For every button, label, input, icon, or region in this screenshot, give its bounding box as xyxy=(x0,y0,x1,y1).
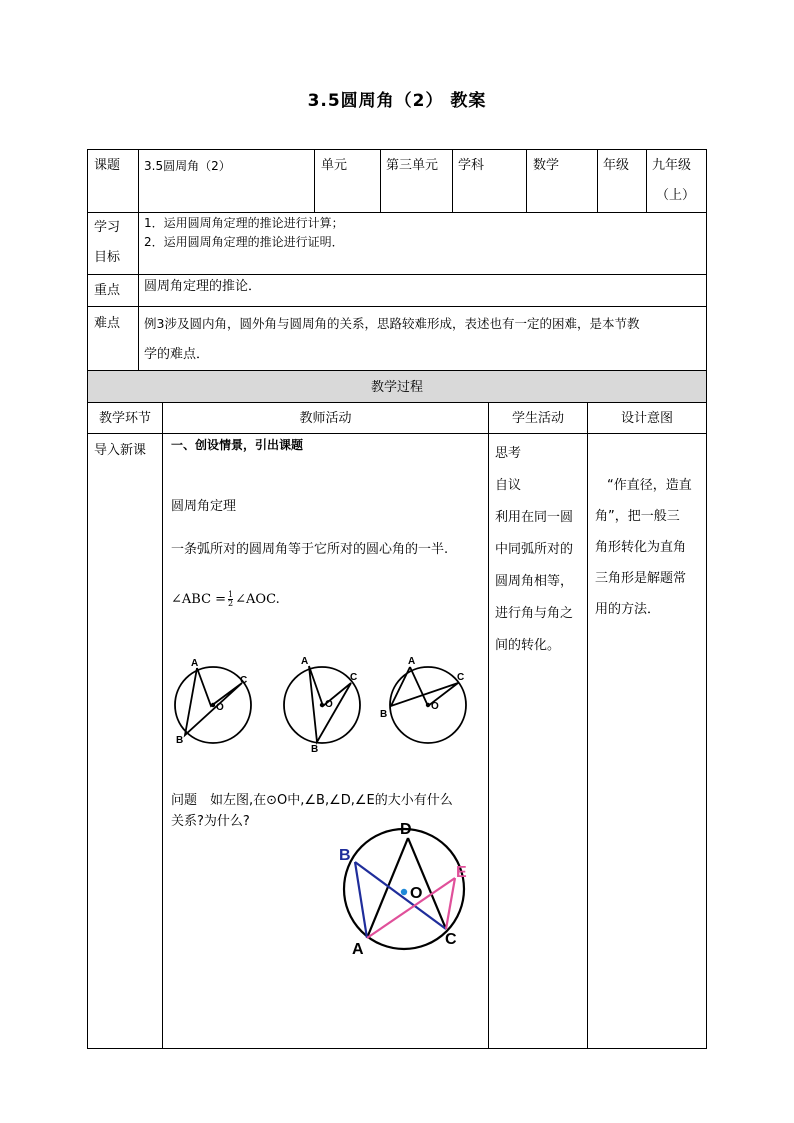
figure-2-label-o: O xyxy=(325,699,333,710)
big-label-o: O xyxy=(410,885,423,902)
figure-3-label-o: O xyxy=(431,701,439,712)
big-label-e: E xyxy=(456,864,467,881)
formula xyxy=(171,590,280,610)
figure-2-label-a: A xyxy=(301,656,309,667)
page-title: 3.5圆周角（2） 教案 xyxy=(307,91,487,111)
figure-1-label-c: C xyxy=(240,675,248,686)
figure-1-label-b: B xyxy=(176,735,184,746)
theorem-text: 一条弧所对的圆周角等于它所对的圆心角的一半. xyxy=(171,542,449,557)
label-unit: 单元 xyxy=(321,158,348,173)
difficulty-line-1: 例3涉及圆内角，圆外角与圆周角的关系，思路较难形成，表述也有一定的困难，是本节教 xyxy=(144,316,640,331)
col-divider xyxy=(452,149,453,212)
question-line-2: 关系?为什么? xyxy=(171,814,250,829)
grade-value-line2: （上） xyxy=(656,188,696,203)
student-line: 进行角与角之 xyxy=(495,606,574,621)
theorem-title: 圆周角定理 xyxy=(171,499,237,514)
figure-3-label-b: B xyxy=(380,709,388,720)
big-label-a: A xyxy=(352,941,364,955)
col-divider xyxy=(162,402,163,1048)
grade-value-line1: 九年级 xyxy=(652,158,692,173)
goal-line-1: 1．运用圆周角定理的推论进行计算； xyxy=(144,216,344,230)
col-divider xyxy=(587,402,588,1048)
discipline-value: 数学 xyxy=(533,158,560,173)
label-discipline: 学科 xyxy=(458,158,485,173)
student-activity xyxy=(495,438,573,662)
intent-line: “作直径，造直 xyxy=(607,478,692,493)
row-divider xyxy=(87,402,707,403)
figure-2-center-dot xyxy=(320,703,324,707)
formula-fraction xyxy=(228,591,233,608)
student-line: 自议 xyxy=(495,478,522,493)
figure-2-label-b: B xyxy=(311,744,319,755)
difficulty-line-2: 学的难点． xyxy=(144,347,210,362)
col-divider xyxy=(526,149,527,212)
intent-line: 角”，把一般三 xyxy=(595,509,680,524)
student-line: 圆周角相等， xyxy=(495,574,574,589)
figure-1-label-o: O xyxy=(216,702,224,713)
table-border-top xyxy=(87,149,707,150)
table-border-right xyxy=(706,149,707,1049)
col-header-teacher: 教师活动 xyxy=(299,411,352,426)
question-line-1: 问题 如左图,在⊙O中,∠B,∠D,∠E的大小有什么 xyxy=(171,793,453,808)
unit-value: 第三单元 xyxy=(386,158,439,173)
inscribed-angle-figures xyxy=(165,650,485,760)
label-goals-2: 目标 xyxy=(94,250,121,265)
stage-label: 导入新课 xyxy=(94,443,147,458)
big-label-b: B xyxy=(339,847,351,864)
intent-line: 角形转化为直角 xyxy=(595,540,687,555)
student-line: 间的转化。 xyxy=(495,638,561,653)
formula-denominator: 2 xyxy=(228,599,234,608)
design-intent xyxy=(595,470,692,625)
big-label-c: C xyxy=(445,931,457,948)
col-header-stage: 教学环节 xyxy=(98,411,151,426)
label-key-point: 重点 xyxy=(94,283,121,298)
figure-2-label-c: C xyxy=(350,672,358,683)
student-line: 利用在同一圆 xyxy=(495,510,574,525)
col-header-student: 学生活动 xyxy=(511,411,564,426)
subject-title-value: 3.5圆周角（2） xyxy=(144,159,231,173)
process-header: 教学过程 xyxy=(370,380,423,395)
section-heading: 一、创设情景，引出课题 xyxy=(171,438,304,452)
intent-line: 三角形是解题常 xyxy=(595,571,687,586)
figure-1-center-dot xyxy=(211,703,215,707)
figure-3-label-a: A xyxy=(408,656,416,667)
col-divider xyxy=(380,149,381,212)
row-divider xyxy=(87,306,707,307)
col-header-intent: 设计意图 xyxy=(620,411,673,426)
goal-line-2: 2．运用圆周角定理的推论进行证明． xyxy=(144,235,344,249)
col-divider xyxy=(597,149,598,212)
figure-1-lines xyxy=(185,668,242,735)
student-line: 中同弧所对的 xyxy=(495,542,574,557)
col-divider xyxy=(314,149,315,212)
row-divider xyxy=(87,274,707,275)
table-border-bottom xyxy=(87,1048,707,1049)
figure-3-label-c: C xyxy=(457,672,465,683)
formula-right: ∠AOC. xyxy=(235,592,280,607)
figure-3-center-dot xyxy=(426,703,430,707)
col-divider xyxy=(138,149,139,370)
table-border-left xyxy=(87,149,88,1049)
label-difficulty: 难点 xyxy=(94,316,121,331)
same-arc-angles-figure xyxy=(335,815,475,955)
col-divider xyxy=(488,402,489,1048)
student-line: 思考 xyxy=(495,446,522,461)
key-point-text: 圆周角定理的推论． xyxy=(144,279,262,294)
formula-numerator: 1 xyxy=(228,590,234,599)
intent-line: 用的方法． xyxy=(595,602,661,617)
label-subject-title: 课题 xyxy=(94,158,121,173)
big-label-d: D xyxy=(400,821,412,838)
formula-left: ∠ABC = xyxy=(171,592,227,607)
figure-1-label-a: A xyxy=(191,658,199,669)
label-goals-1: 学习 xyxy=(94,220,121,235)
label-grade: 年级 xyxy=(603,158,630,173)
col-divider xyxy=(646,149,647,212)
center-dot xyxy=(401,889,407,895)
